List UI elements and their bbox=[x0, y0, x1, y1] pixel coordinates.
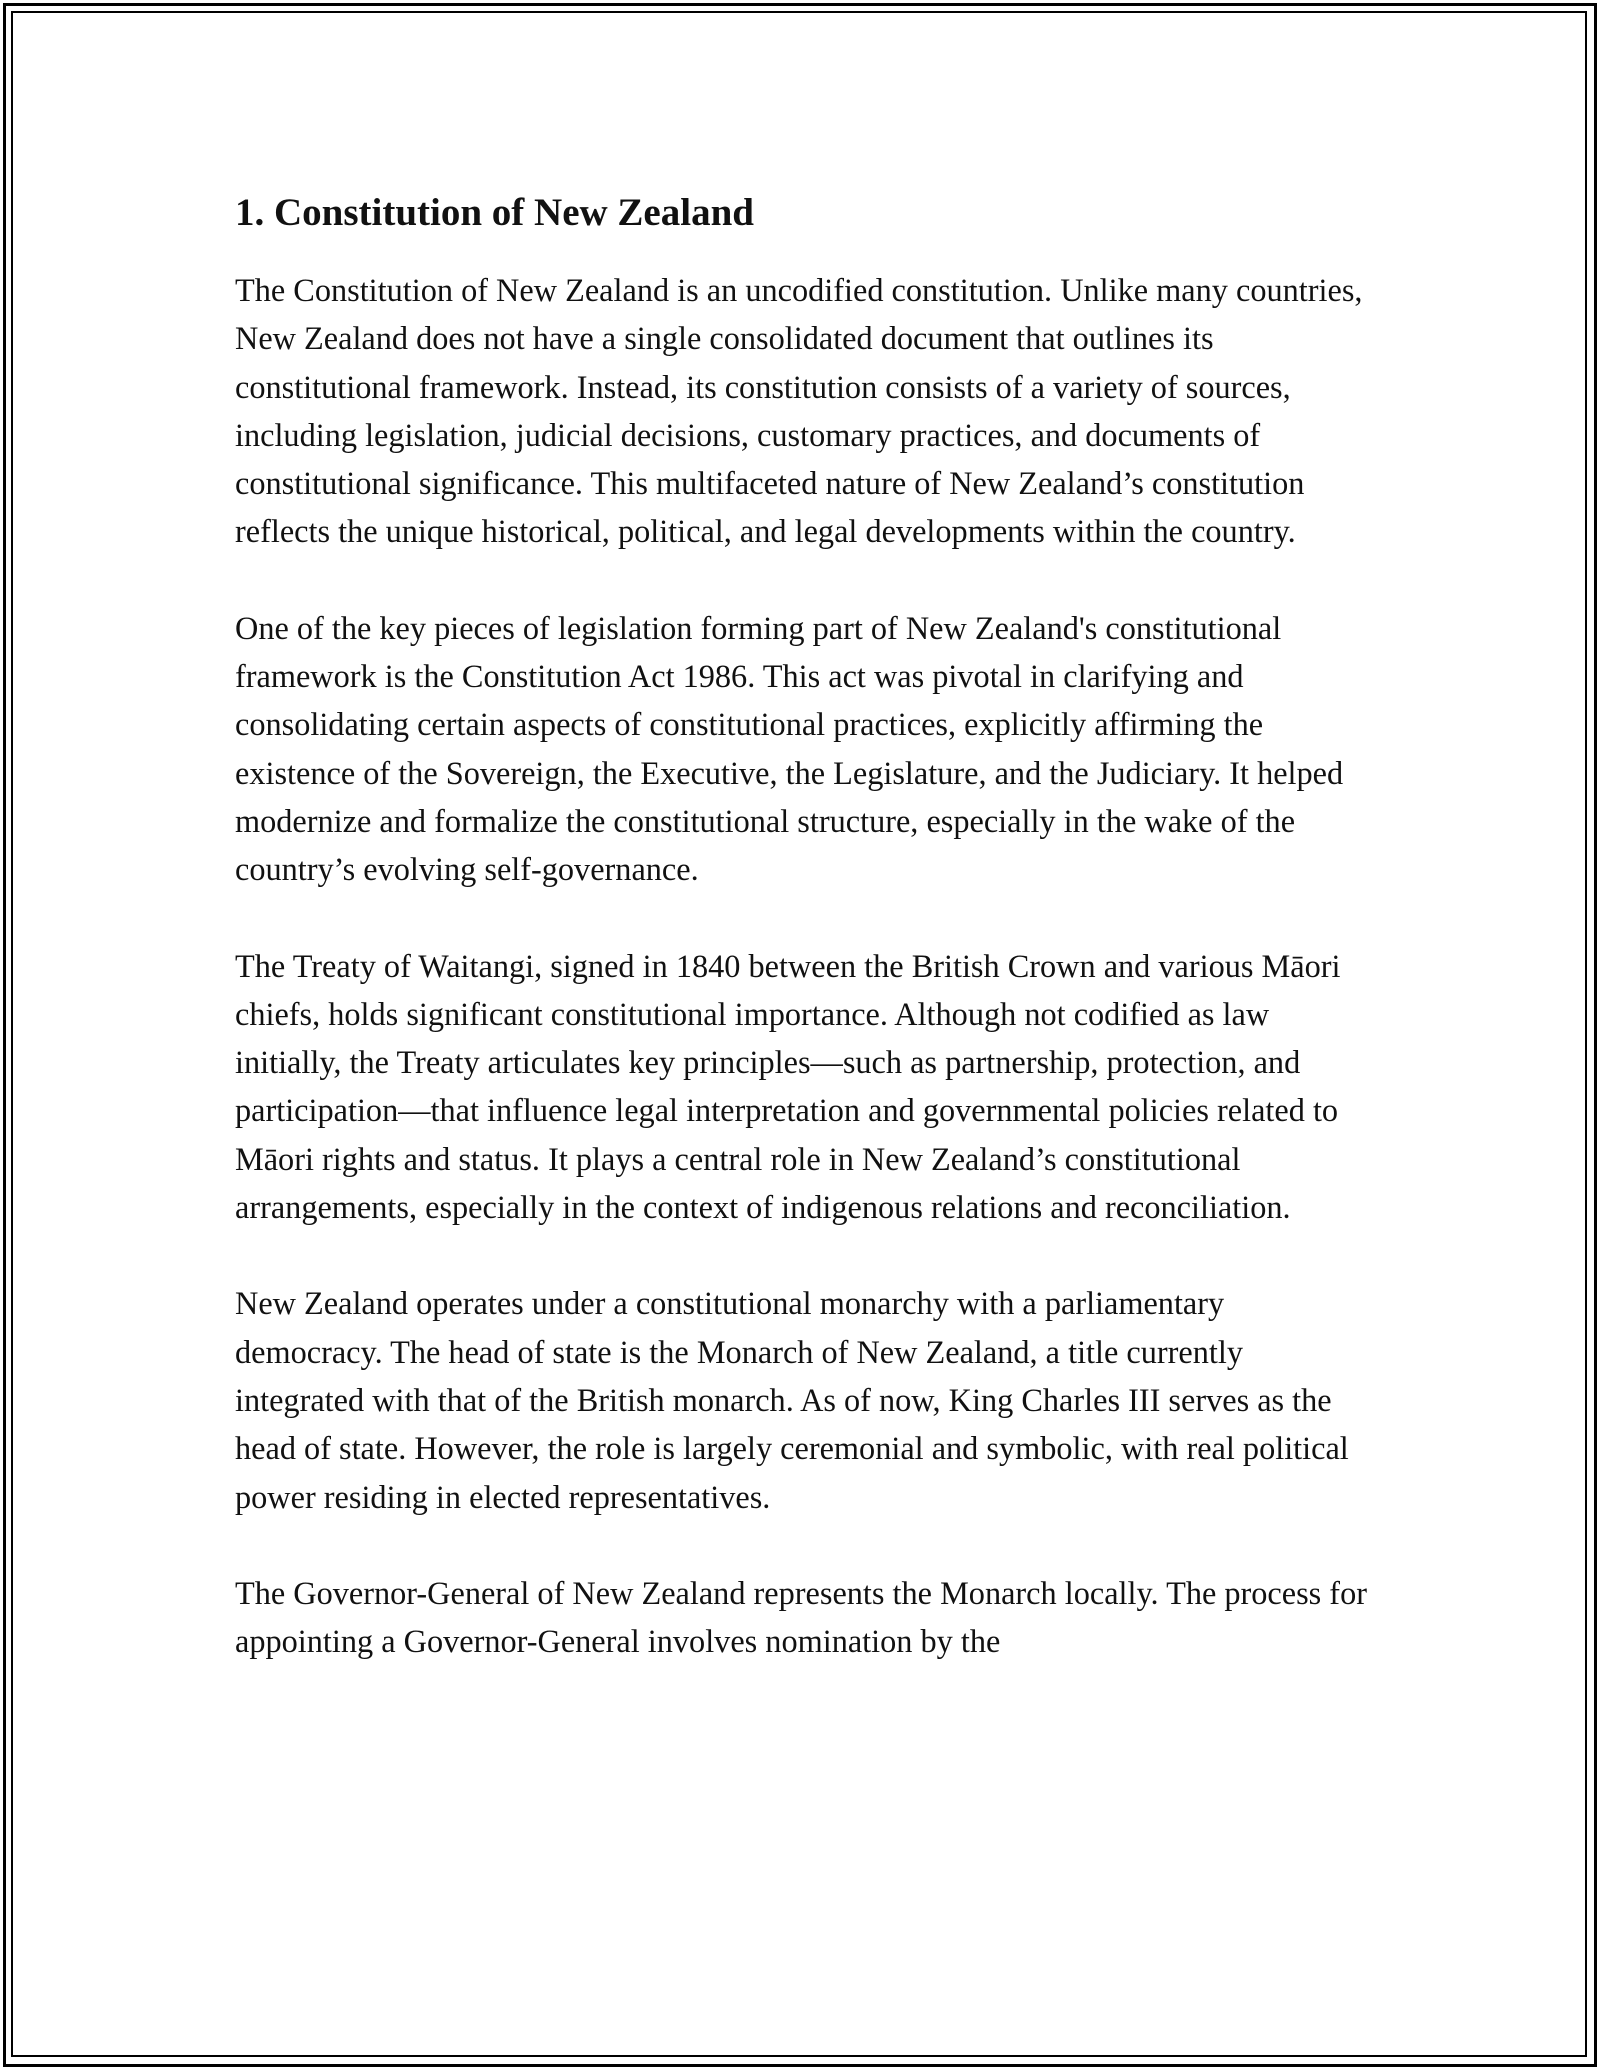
paragraph-governor-general: The Governor-General of New Zealand represents the Monarch locally. The process for appointing a Governor-General involves nomination by the bbox=[235, 1574, 1367, 1660]
paragraph-treaty-of-waitangi: The Treaty of Waitangi, signed in 1840 between the British Crown and various Māori chiefs, holds significant constitutional importance. Although not codified as law initially, the Treaty articulates key principles—such as partnership, protection, and participation—that influence legal interpretation and governmental policies related to Māori rights and status. It plays a central role in New Zealand’s constitutional arrangements, especially in the context of indigenous relations and reconciliation. bbox=[235, 947, 1341, 1226]
paragraph-uncodified-constitution: The Constitution of New Zealand is an uncodified constitution. Unlike many countries, New Zealand does not have a single consolidated document that outlines its constitutional framework. Instead, its constitution consists of a variety of sources, including legislation, judicial decisions, customary practices, and documents of constitutional significance. This multifaceted nature of New Zealand’s constitution reflects the unique historical, political, and legal developments within the country. bbox=[235, 272, 1363, 550]
paragraph-constitutional-monarchy: New Zealand operates under a constitutional monarchy with a parliamentary democracy. The head of state is the Monarch of New Zealand, a title currently integrated with that of the British monarch. As of now, King Charles III serves as the head of state. However, the role is largely ceremonial and symbolic, with real political power residing in elected representatives. bbox=[235, 1285, 1349, 1515]
document-body bbox=[235, 186, 1375, 1713]
paragraph-constitution-act: One of the key pieces of legislation forming part of New Zealand's constitutional framework is the Constitution Act 1986. This act was pivotal in clarifying and consolidating certain aspects of constitutional practices, explicitly affirming the existence of the Sovereign, the Executive, the Legislature, and the Judiciary. It helped modernize and formalize the constitutional structure, especially in the wake of the country’s evolving self-governance. bbox=[235, 609, 1344, 888]
section-heading: 1. Constitution of New Zealand bbox=[235, 191, 754, 234]
